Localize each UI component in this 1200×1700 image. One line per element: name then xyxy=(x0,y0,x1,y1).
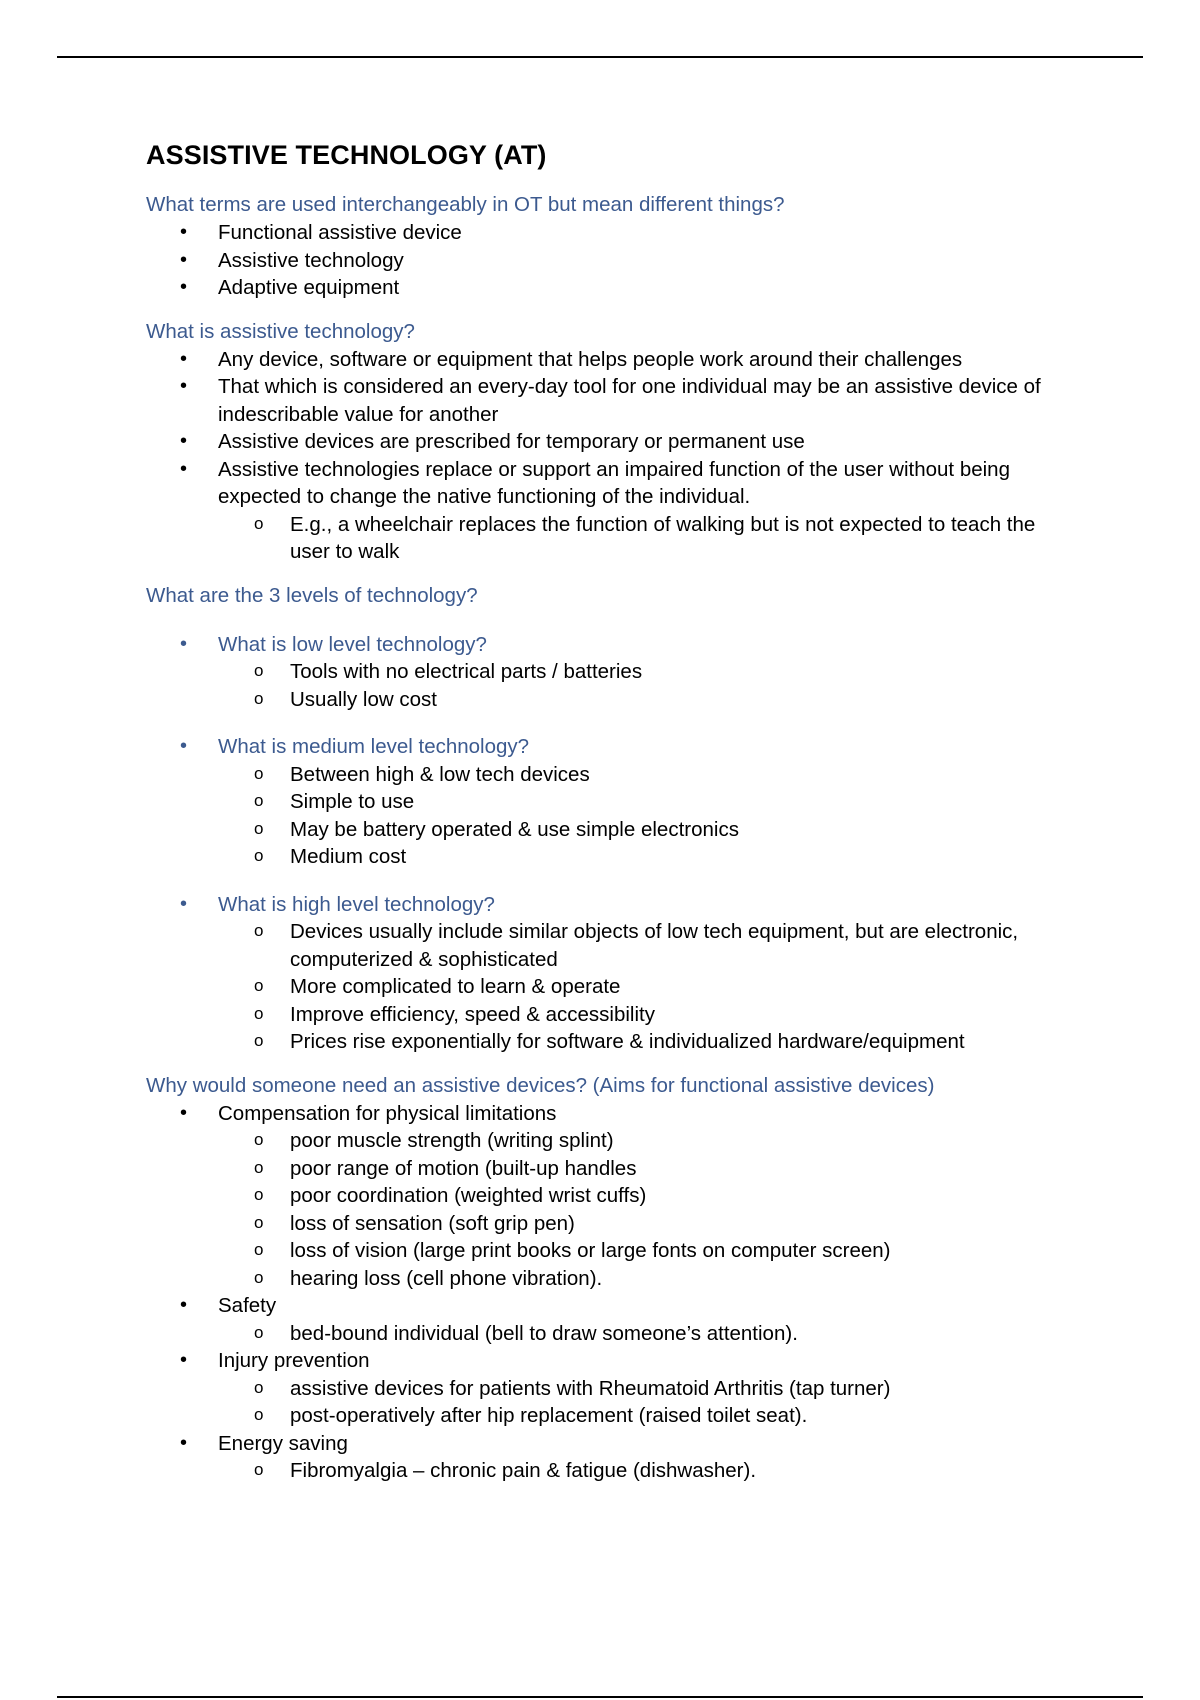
section-needs xyxy=(146,1072,1066,1485)
list-item-text: Assistive technologies replace or support an impaired function of the user without being expected to change the native functioning of the individual. xyxy=(218,457,1010,508)
energy-sublist xyxy=(218,1457,1066,1485)
question-levels: What are the 3 levels of technology? xyxy=(146,583,478,607)
sub-list-item: o hearing loss (cell phone vibration). xyxy=(145,1265,1066,1293)
sub-list-item: o loss of vision (large print books or large fonts on computer screen) xyxy=(145,1237,1066,1265)
sub-list-item: o Prices rise exponentially for software & individualized hardware/equipment xyxy=(145,1028,1066,1056)
sub-list-item: o E.g., a wheelchair replaces the function of walking but is not expected to teach the user to walk xyxy=(145,511,1066,566)
sub-list-item: o Tools with no electrical parts / batteries xyxy=(145,658,1066,686)
need-injury-label: Injury prevention xyxy=(218,1349,370,1372)
sub-list-item: o More complicated to learn & operate xyxy=(145,973,1066,1001)
section-definition xyxy=(146,318,1066,566)
need-injury xyxy=(146,1347,1066,1430)
list-item: • That which is considered an every-day tool for one individual may be an assistive device of indescribable value for another xyxy=(146,373,1066,428)
level-medium-question: What is medium level technology? xyxy=(218,735,530,758)
sub-list-item: o poor muscle strength (writing splint) xyxy=(145,1127,1066,1155)
needs-list xyxy=(146,1100,1066,1485)
levels-list xyxy=(146,631,1066,1056)
header-rule xyxy=(57,56,1143,58)
level-medium xyxy=(146,733,1066,871)
need-safety-label: Safety xyxy=(218,1294,277,1317)
list-item xyxy=(146,456,1066,566)
question-terms: What terms are used interchangeably in OT but mean different things? xyxy=(146,193,785,216)
list-item: • Adaptive equipment xyxy=(146,274,1066,302)
sub-list-item: o assistive devices for patients with Rheumatoid Arthritis (tap turner) xyxy=(145,1375,1066,1403)
section-levels xyxy=(146,582,1066,1056)
definition-sublist xyxy=(218,511,1066,566)
need-energy-label: Energy saving xyxy=(218,1431,348,1455)
terms-list xyxy=(146,219,1066,302)
sub-list-item: o loss of sensation (soft grip pen) xyxy=(145,1210,1066,1238)
sub-list-item: o post-operatively after hip replacement (raised toilet seat). xyxy=(145,1402,1066,1430)
section-terms xyxy=(146,191,1066,302)
list-item: • Any device, software or equipment that helps people work around their challenges xyxy=(146,346,1066,374)
footer-rule xyxy=(57,1696,1143,1698)
level-high-question: What is high level technology? xyxy=(218,892,495,916)
level-low xyxy=(146,631,1066,714)
sub-list-item: o bed-bound individual (bell to draw someone’s attention). xyxy=(145,1320,1066,1348)
list-item: • Assistive devices are prescribed for temporary or permanent use xyxy=(146,428,1066,456)
compensation-sublist xyxy=(218,1127,1066,1292)
sub-list-item: o Simple to use xyxy=(145,788,1066,816)
definition-list xyxy=(146,346,1066,566)
injury-sublist xyxy=(218,1375,1066,1430)
need-compensation-label: Compensation for physical limitations xyxy=(218,1101,557,1125)
sub-list-item: o poor range of motion (built-up handles xyxy=(145,1155,1066,1183)
question-needs: Why would someone need an assistive devices? (Aims for functional assistive devices) xyxy=(146,1073,935,1097)
level-high xyxy=(146,891,1066,1056)
sub-list-item: o May be battery operated & use simple electronics xyxy=(145,816,1066,844)
list-item: • Functional assistive device xyxy=(146,219,1066,247)
sub-list-item: o Medium cost xyxy=(145,843,1066,871)
level-low-question: What is low level technology? xyxy=(218,632,487,656)
sub-list-item: o poor coordination (weighted wrist cuffs) xyxy=(145,1182,1066,1210)
safety-sublist xyxy=(218,1320,1066,1348)
need-safety xyxy=(146,1292,1066,1347)
need-compensation xyxy=(146,1100,1066,1293)
document-body xyxy=(146,140,1066,1485)
medium-level-sublist xyxy=(218,761,1066,871)
sub-list-item: o Devices usually include similar objects of low tech equipment, but are electronic, computerized & sophisticated xyxy=(145,918,1066,973)
sub-list-item: o Fibromyalgia – chronic pain & fatigue (dishwasher). xyxy=(145,1457,1066,1485)
list-item: • Assistive technology xyxy=(146,247,1066,275)
question-definition: What is assistive technology? xyxy=(146,319,415,343)
sub-list-item: o Between high & low tech devices xyxy=(145,761,1066,789)
need-energy xyxy=(146,1430,1066,1485)
sub-list-item: o Usually low cost xyxy=(145,686,1066,714)
high-level-sublist xyxy=(218,918,1066,1056)
sub-list-item: o Improve efficiency, speed & accessibility xyxy=(145,1001,1066,1029)
low-level-sublist xyxy=(218,658,1066,713)
page-title: ASSISTIVE TECHNOLOGY (AT) xyxy=(146,140,547,170)
